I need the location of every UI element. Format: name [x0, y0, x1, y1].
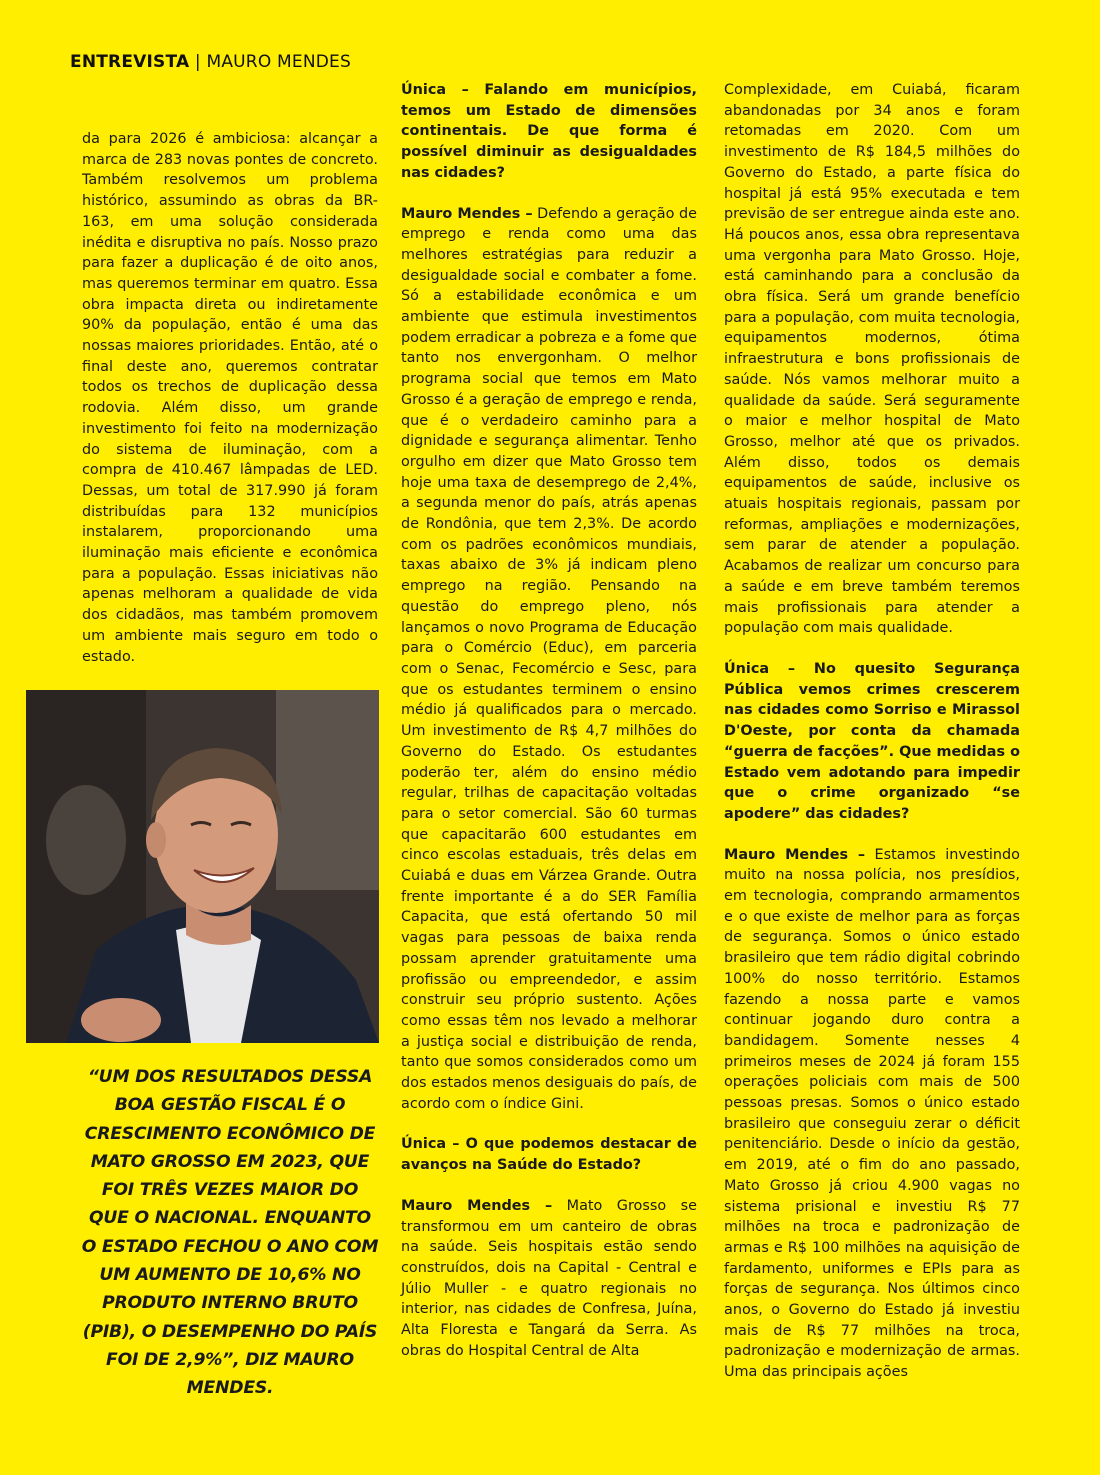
section-label: ENTREVISTA	[70, 52, 190, 72]
interview-question: Única – O que podemos destacar de avanços na Saúde do Estado?	[401, 1136, 697, 1174]
column-left	[82, 129, 378, 687]
column-middle	[401, 80, 697, 1381]
interview-answer	[401, 204, 697, 1115]
speaker-label: Mauro Mendes –	[401, 205, 533, 222]
pull-quote: “UM DOS RESULTADOS DESSA BOA GESTÃO FISCAL É O CRESCIMENTO ECONÔMICO DE MATO GROSSO EM 2023, QUE FOI TRÊS VEZES MAIOR DO QUE O NACIONAL. ENQUANTO O ESTADO FECHOU O ANO COM UM AUMENTO DE 10,6% NO PRODUTO INTERNO BRUTO (PIB), O DESEMPENHO DO PAÍS FOI DE 2,9%”, DIZ MAURO MENDES.	[81, 1067, 379, 1399]
portrait-illustration	[26, 690, 379, 1043]
speaker-label: Mauro Mendes –	[401, 1197, 553, 1214]
interview-answer	[401, 1196, 697, 1362]
section-header	[70, 52, 351, 72]
interview-answer	[724, 845, 1020, 1383]
body-paragraph: da para 2026 é ambiciosa: alcançar a marca de 283 novas pontes de concreto. Também resolvemos um problema histórico, assumindo as obras da BR-163, em uma solução considerada inédita e disruptiva no país. Nosso prazo para fazer a duplicação é de oito anos, mas queremos terminar em quatro. Essa obra impacta direta ou indiretamente 90% da população, então é uma das nossas maiores prioridades. Então, até o final deste ano, queremos contratar todos os trechos de duplicação dessa rodovia. Além disso, um grande investimento foi feito na modernização do sistema de iluminação, com a compra de 410.467 lâmpadas de LED. Dessas, um total de 317.990 já foram distribuídas para 132 municípios instalarem, proporcionando uma iluminação mais eficiente e econômica para a população. Essas iniciativas não apenas melhoram a qualidade de vida dos cidadãos, mas também promovem um ambiente mais seguro em todo o estado.	[82, 131, 378, 665]
portrait-photo	[26, 690, 379, 1043]
answer-text: Estamos investindo muito na nossa polícia, nos presídios, em tecnologia, comprando armamentos e o que existe de melhor para as forças de segurança. Somos o único estado brasileiro que tem rádio digital cobrindo 100% do nosso território. Estamos fazendo a nossa parte e vamos continuar jogando duro contra a bandidagem. Somente nesses 4 primeiros meses de 2024 já foram 155 operações policiais com mais de 500 pessoas presas. Somos o único estado brasileiro que conseguiu zerar o déficit penitenciário. Desde o início da gestão, em 2019, até o fim do ano passado, Mato Grosso já criou 4.900 vagas no sistema prisional e investiu R$ 77 milhões na troca e padronização de armas e R$ 100 milhões na aquisição de fardamento, uniformes e EPIs para as forças de segurança. Nos últimos cinco anos, o Governo do Estado já investiu mais de R$ 77 milhões na troca, padronização e modernização de armas. Uma das principais ações	[724, 846, 1020, 1381]
column-right	[724, 80, 1020, 1403]
interview-question: Única – No quesito Segurança Pública vemos crimes crescerem nas cidades como Sorriso e Mirassol D'Oeste, por conta da chamada “guerra de facções”. Que medidas o Estado vem adotando para impedir que o crime organizado “se apodere” das cidades?	[724, 660, 1020, 822]
interview-question: Única – Falando em municípios, temos um Estado de dimensões continentais. De que forma é possível diminuir as desigualdades nas cidades?	[401, 82, 697, 181]
header-separator: |	[194, 52, 201, 72]
interviewee-name: MAURO MENDES	[206, 52, 351, 72]
answer-text: Mato Grosso se transformou em um canteiro de obras na saúde. Seis hospitais estão sendo construídos, dois na Capital - Central e Júlio Muller - e quatro regionais no interior, nas cidades de Confresa, Juína, Alta Floresta e Tangará da Serra. As obras do Hospital Central de Alta	[401, 1197, 697, 1359]
answer-text: Defendo a geração de emprego e renda como uma das melhores estratégias para reduzir a desigualdade social e combater a fome. Só a estabilidade econômica e um ambiente que estimula investimentos podem erradicar a pobreza e a fome que tanto nos envergonham. O melhor programa social que temos em Mato Grosso é a geração de emprego e renda, que é o verdadeiro caminho para a dignidade e segurança alimentar. Tenho orgulho em dizer que Mato Grosso tem hoje uma taxa de desemprego de 2,4%, a segunda menor do país, atrás apenas de Rondônia, que tem 2,3%. De acordo com os padrões econômicos mundiais, taxas abaixo de 3% já indicam pleno emprego na região. Pensando na questão do emprego pleno, nós lançamos o novo Programa de Educação para o Comércio (Educ), em parceria com o Senac, Fecomércio e Sesc, para que os estudantes terminem o ensino médio já qualificados para o mercado. Um investimento de R$ 4,7 milhões do Governo do Estado. Os estudantes poderão ter, além do ensino médio regular, trilhas de capacitação voltadas para o setor comercial. São 60 turmas que capacitarão 600 estudantes em cinco escolas estaduais, três delas em Cuiabá e duas em Várzea Grande. Outra frente importante é a do SER Família Capacita, que está ofertando 50 mil vagas para pessoas de baixa renda possam aprender gratuitamente uma profissão ou empreendedor, e assim construir seu próprio sustento. Ações como essas têm nos levado a melhorar a justiça social e distribuição de renda, tanto que somos considerados como um dos estados menos desiguais do país, de acordo com o índice Gini.	[401, 205, 697, 1112]
speaker-label: Mauro Mendes –	[724, 846, 866, 863]
body-paragraph: Complexidade, em Cuiabá, ficaram abandonadas por 34 anos e foram retomadas em 2020. Com um investimento de R$ 184,5 milhões do Governo do Estado, a parte física do hospital já está 95% executada e tem previsão de ser entregue ainda este ano. Há poucos anos, essa obra representava uma vergonha para Mato Grosso. Hoje, está caminhando para a conclusão da obra física. Será um grande benefício para a população, com muita tecnologia, equipamentos modernos, ótima infraestrutura e bons profissionais de saúde. Nós vamos melhorar muito a qualidade da saúde. Será seguramente o maior e melhor hospital de Mato Grosso, melhor até que os privados. Além disso, todos os demais equipamentos de saúde, inclusive os atuais hospitais regionais, passam por reformas, ampliações e modernizações, sem parar de atender a população. Acabamos de realizar um concurso para a saúde e em breve também teremos mais profissionais para atender a população com mais qualidade.	[724, 82, 1020, 637]
